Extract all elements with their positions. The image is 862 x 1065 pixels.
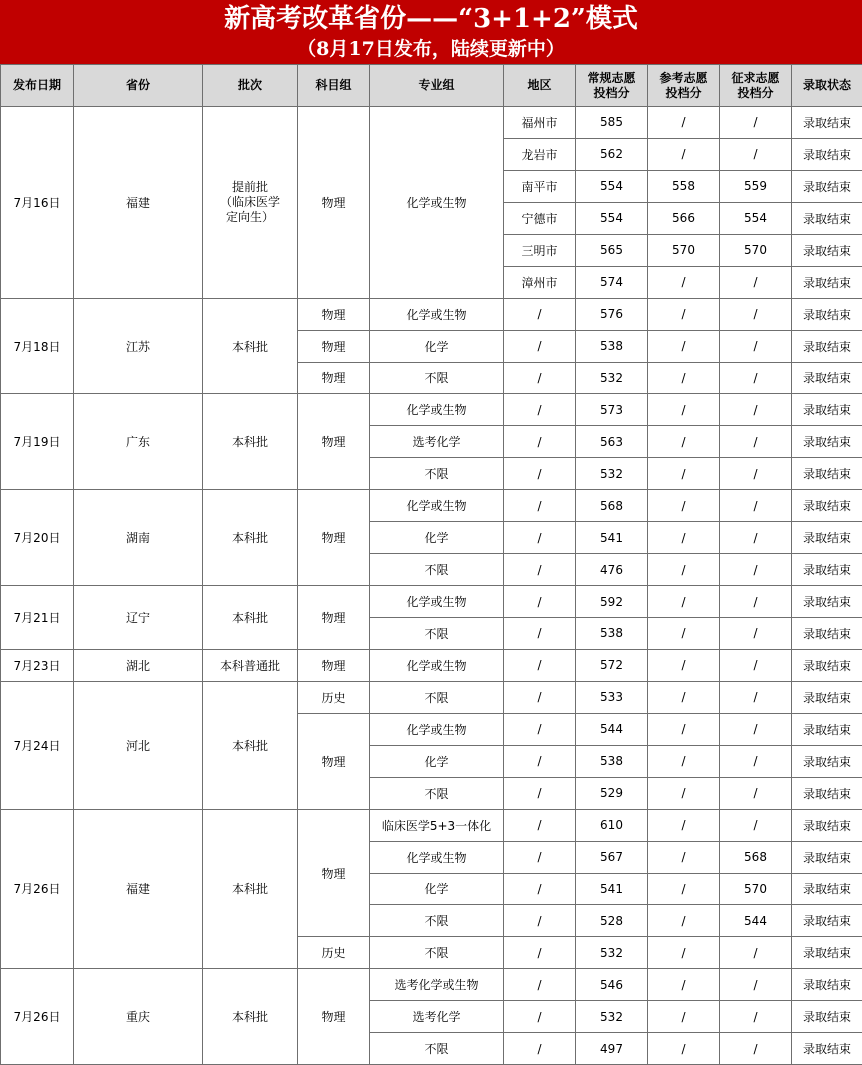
release-date-cell: 7月26日 [1, 809, 74, 969]
reference-score-cell: / [648, 873, 720, 905]
region-cell: / [504, 649, 576, 681]
regular-score-cell: 585 [576, 107, 648, 139]
reference-score-cell: 558 [648, 170, 720, 202]
region-cell: / [504, 937, 576, 969]
major-group-cell: 化学或生物 [370, 713, 504, 745]
solicit-score-cell: / [720, 490, 792, 522]
release-date-cell: 7月26日 [1, 969, 74, 1065]
regular-score-cell: 529 [576, 777, 648, 809]
major-group-cell: 化学 [370, 522, 504, 554]
province-cell: 湖北 [74, 649, 203, 681]
province-cell: 河北 [74, 681, 203, 809]
province-cell: 福建 [74, 107, 203, 299]
table-row [1, 969, 862, 1001]
reference-score-cell: / [648, 394, 720, 426]
batch-cell: 本科批 [203, 490, 298, 586]
admission-status-cell: 录取结束 [792, 649, 862, 681]
reference-score-cell: 570 [648, 234, 720, 266]
region-cell: / [504, 809, 576, 841]
region-cell: / [504, 1001, 576, 1033]
regular-score-cell: 568 [576, 490, 648, 522]
table-row [1, 649, 862, 681]
region-cell: / [504, 873, 576, 905]
solicit-score-cell: / [720, 1033, 792, 1065]
major-group-cell: 不限 [370, 362, 504, 394]
regular-score-cell: 554 [576, 202, 648, 234]
admission-status-cell: 录取结束 [792, 905, 862, 937]
page-subtitle: （8月17日发布，陆续更新中） [0, 36, 862, 62]
region-cell: / [504, 586, 576, 618]
subject-group-cell: 物理 [298, 586, 370, 650]
subject-group-cell: 物理 [298, 649, 370, 681]
region-cell: / [504, 618, 576, 650]
major-group-cell: 化学或生物 [370, 298, 504, 330]
page-title: 新高考改革省份——“3+1+2”模式 [0, 0, 862, 36]
major-group-cell: 化学或生物 [370, 107, 504, 299]
province-cell: 湖南 [74, 490, 203, 586]
column-header: 地区 [504, 65, 576, 107]
admission-status-cell: 录取结束 [792, 1033, 862, 1065]
region-cell: / [504, 490, 576, 522]
release-date-cell: 7月24日 [1, 681, 74, 809]
admission-status-cell: 录取结束 [792, 490, 862, 522]
subject-group-cell: 物理 [298, 107, 370, 299]
solicit-score-cell: / [720, 969, 792, 1001]
table-row [1, 298, 862, 330]
subject-group-cell: 物理 [298, 713, 370, 809]
reference-score-cell: / [648, 426, 720, 458]
reference-score-cell: / [648, 330, 720, 362]
reference-score-cell: / [648, 522, 720, 554]
solicit-score-cell: / [720, 937, 792, 969]
batch-cell: 本科批 [203, 681, 298, 809]
admission-status-cell: 录取结束 [792, 841, 862, 873]
major-group-cell: 化学或生物 [370, 586, 504, 618]
subject-group-cell: 物理 [298, 330, 370, 362]
admission-status-cell: 录取结束 [792, 426, 862, 458]
regular-score-cell: 572 [576, 649, 648, 681]
major-group-cell: 不限 [370, 777, 504, 809]
solicit-score-cell: / [720, 809, 792, 841]
subject-group-cell: 物理 [298, 969, 370, 1065]
subject-group-cell: 历史 [298, 937, 370, 969]
solicit-score-cell: / [720, 362, 792, 394]
admission-status-cell: 录取结束 [792, 170, 862, 202]
major-group-cell: 化学 [370, 873, 504, 905]
province-cell: 江苏 [74, 298, 203, 394]
admission-status-cell: 录取结束 [792, 266, 862, 298]
release-date-cell: 7月19日 [1, 394, 74, 490]
reference-score-cell: / [648, 618, 720, 650]
regular-score-cell: 538 [576, 745, 648, 777]
reference-score-cell: / [648, 841, 720, 873]
admission-status-cell: 录取结束 [792, 202, 862, 234]
major-group-cell: 化学或生物 [370, 394, 504, 426]
release-date-cell: 7月20日 [1, 490, 74, 586]
admission-status-cell: 录取结束 [792, 522, 862, 554]
region-cell: / [504, 1033, 576, 1065]
regular-score-cell: 532 [576, 937, 648, 969]
admission-status-cell: 录取结束 [792, 362, 862, 394]
solicit-score-cell: / [720, 394, 792, 426]
solicit-score-cell: / [720, 1001, 792, 1033]
solicit-score-cell: / [720, 522, 792, 554]
regular-score-cell: 592 [576, 586, 648, 618]
subject-group-cell: 历史 [298, 681, 370, 713]
regular-score-cell: 532 [576, 1001, 648, 1033]
reference-score-cell: / [648, 969, 720, 1001]
regular-score-cell: 565 [576, 234, 648, 266]
regular-score-cell: 541 [576, 522, 648, 554]
solicit-score-cell: / [720, 298, 792, 330]
region-cell: 南平市 [504, 170, 576, 202]
region-cell: / [504, 777, 576, 809]
admission-status-cell: 录取结束 [792, 681, 862, 713]
region-cell: / [504, 330, 576, 362]
major-group-cell: 不限 [370, 1033, 504, 1065]
column-header: 专业组 [370, 65, 504, 107]
reference-score-cell: / [648, 298, 720, 330]
regular-score-cell: 528 [576, 905, 648, 937]
admission-status-cell: 录取结束 [792, 554, 862, 586]
solicit-score-cell: 559 [720, 170, 792, 202]
table-row [1, 394, 862, 426]
column-header: 常规志愿 投档分 [576, 65, 648, 107]
admission-status-cell: 录取结束 [792, 937, 862, 969]
region-cell: / [504, 905, 576, 937]
regular-score-cell: 497 [576, 1033, 648, 1065]
admission-status-cell: 录取结束 [792, 107, 862, 139]
reference-score-cell: / [648, 554, 720, 586]
region-cell: 龙岩市 [504, 138, 576, 170]
table-row [1, 809, 862, 841]
solicit-score-cell: 570 [720, 873, 792, 905]
batch-cell: 本科批 [203, 809, 298, 969]
solicit-score-cell: / [720, 138, 792, 170]
major-group-cell: 化学或生物 [370, 490, 504, 522]
region-cell: 宁德市 [504, 202, 576, 234]
reference-score-cell: / [648, 266, 720, 298]
admission-status-cell: 录取结束 [792, 777, 862, 809]
solicit-score-cell: / [720, 458, 792, 490]
reference-score-cell: / [648, 490, 720, 522]
batch-cell: 本科批 [203, 298, 298, 394]
column-header: 省份 [74, 65, 203, 107]
region-cell: / [504, 681, 576, 713]
reference-score-cell: / [648, 362, 720, 394]
admission-status-cell: 录取结束 [792, 330, 862, 362]
province-cell: 福建 [74, 809, 203, 969]
region-cell: / [504, 394, 576, 426]
regular-score-cell: 574 [576, 266, 648, 298]
major-group-cell: 不限 [370, 618, 504, 650]
table-row [1, 586, 862, 618]
regular-score-cell: 538 [576, 330, 648, 362]
batch-cell: 本科批 [203, 394, 298, 490]
reference-score-cell: 566 [648, 202, 720, 234]
region-cell: / [504, 458, 576, 490]
major-group-cell: 化学或生物 [370, 841, 504, 873]
major-group-cell: 不限 [370, 458, 504, 490]
reference-score-cell: / [648, 107, 720, 139]
major-group-cell: 选考化学或生物 [370, 969, 504, 1001]
region-cell: / [504, 969, 576, 1001]
region-cell: 漳州市 [504, 266, 576, 298]
column-header: 录取状态 [792, 65, 862, 107]
batch-cell: 本科批 [203, 969, 298, 1065]
major-group-cell: 选考化学 [370, 426, 504, 458]
solicit-score-cell: 544 [720, 905, 792, 937]
subject-group-cell: 物理 [298, 394, 370, 490]
province-cell: 辽宁 [74, 586, 203, 650]
subject-group-cell: 物理 [298, 298, 370, 330]
solicit-score-cell: / [720, 713, 792, 745]
column-header: 批次 [203, 65, 298, 107]
reference-score-cell: / [648, 809, 720, 841]
column-header: 征求志愿 投档分 [720, 65, 792, 107]
admission-status-cell: 录取结束 [792, 234, 862, 266]
column-header: 科目组 [298, 65, 370, 107]
reference-score-cell: / [648, 777, 720, 809]
region-cell: / [504, 426, 576, 458]
solicit-score-cell: / [720, 266, 792, 298]
regular-score-cell: 546 [576, 969, 648, 1001]
admission-status-cell: 录取结束 [792, 618, 862, 650]
admission-status-cell: 录取结束 [792, 873, 862, 905]
reference-score-cell: / [648, 138, 720, 170]
reference-score-cell: / [648, 649, 720, 681]
admission-status-cell: 录取结束 [792, 394, 862, 426]
column-header: 参考志愿 投档分 [648, 65, 720, 107]
reference-score-cell: / [648, 681, 720, 713]
solicit-score-cell: / [720, 554, 792, 586]
major-group-cell: 化学 [370, 330, 504, 362]
admission-status-cell: 录取结束 [792, 745, 862, 777]
province-cell: 重庆 [74, 969, 203, 1065]
regular-score-cell: 562 [576, 138, 648, 170]
regular-score-cell: 563 [576, 426, 648, 458]
major-group-cell: 不限 [370, 905, 504, 937]
column-header: 发布日期 [1, 65, 74, 107]
release-date-cell: 7月16日 [1, 107, 74, 299]
region-cell: / [504, 522, 576, 554]
reference-score-cell: / [648, 905, 720, 937]
subject-group-cell: 物理 [298, 809, 370, 937]
solicit-score-cell: / [720, 586, 792, 618]
regular-score-cell: 554 [576, 170, 648, 202]
regular-score-cell: 538 [576, 618, 648, 650]
solicit-score-cell: 554 [720, 202, 792, 234]
table-body [1, 107, 862, 1065]
major-group-cell: 不限 [370, 937, 504, 969]
admission-status-cell: 录取结束 [792, 586, 862, 618]
regular-score-cell: 532 [576, 458, 648, 490]
regular-score-cell: 573 [576, 394, 648, 426]
regular-score-cell: 576 [576, 298, 648, 330]
table-row [1, 681, 862, 713]
admission-score-table [0, 64, 862, 1065]
solicit-score-cell: 570 [720, 234, 792, 266]
solicit-score-cell: / [720, 426, 792, 458]
reference-score-cell: / [648, 458, 720, 490]
table-row [1, 490, 862, 522]
solicit-score-cell: / [720, 777, 792, 809]
major-group-cell: 化学或生物 [370, 649, 504, 681]
regular-score-cell: 532 [576, 362, 648, 394]
subject-group-cell: 物理 [298, 490, 370, 586]
major-group-cell: 临床医学5+3一体化 [370, 809, 504, 841]
province-cell: 广东 [74, 394, 203, 490]
subject-group-cell: 物理 [298, 362, 370, 394]
solicit-score-cell: 568 [720, 841, 792, 873]
major-group-cell: 化学 [370, 745, 504, 777]
regular-score-cell: 541 [576, 873, 648, 905]
header-row [1, 65, 862, 107]
reference-score-cell: / [648, 713, 720, 745]
region-cell: / [504, 298, 576, 330]
solicit-score-cell: / [720, 107, 792, 139]
solicit-score-cell: / [720, 618, 792, 650]
admission-status-cell: 录取结束 [792, 809, 862, 841]
table-row [1, 107, 862, 139]
regular-score-cell: 476 [576, 554, 648, 586]
solicit-score-cell: / [720, 681, 792, 713]
title-banner [0, 0, 862, 64]
solicit-score-cell: / [720, 330, 792, 362]
major-group-cell: 不限 [370, 554, 504, 586]
admission-status-cell: 录取结束 [792, 298, 862, 330]
release-date-cell: 7月21日 [1, 586, 74, 650]
reference-score-cell: / [648, 1033, 720, 1065]
solicit-score-cell: / [720, 649, 792, 681]
region-cell: / [504, 554, 576, 586]
major-group-cell: 选考化学 [370, 1001, 504, 1033]
region-cell: / [504, 841, 576, 873]
regular-score-cell: 567 [576, 841, 648, 873]
admission-status-cell: 录取结束 [792, 713, 862, 745]
region-cell: 福州市 [504, 107, 576, 139]
reference-score-cell: / [648, 937, 720, 969]
region-cell: / [504, 713, 576, 745]
regular-score-cell: 544 [576, 713, 648, 745]
release-date-cell: 7月18日 [1, 298, 74, 394]
admission-status-cell: 录取结束 [792, 969, 862, 1001]
reference-score-cell: / [648, 1001, 720, 1033]
batch-cell: 本科批 [203, 586, 298, 650]
admission-status-cell: 录取结束 [792, 1001, 862, 1033]
admission-status-cell: 录取结束 [792, 138, 862, 170]
region-cell: 三明市 [504, 234, 576, 266]
reference-score-cell: / [648, 586, 720, 618]
batch-cell: 提前批 （临床医学 定向生） [203, 107, 298, 299]
regular-score-cell: 610 [576, 809, 648, 841]
major-group-cell: 不限 [370, 681, 504, 713]
reference-score-cell: / [648, 745, 720, 777]
admission-status-cell: 录取结束 [792, 458, 862, 490]
regular-score-cell: 533 [576, 681, 648, 713]
region-cell: / [504, 362, 576, 394]
release-date-cell: 7月23日 [1, 649, 74, 681]
region-cell: / [504, 745, 576, 777]
solicit-score-cell: / [720, 745, 792, 777]
batch-cell: 本科普通批 [203, 649, 298, 681]
